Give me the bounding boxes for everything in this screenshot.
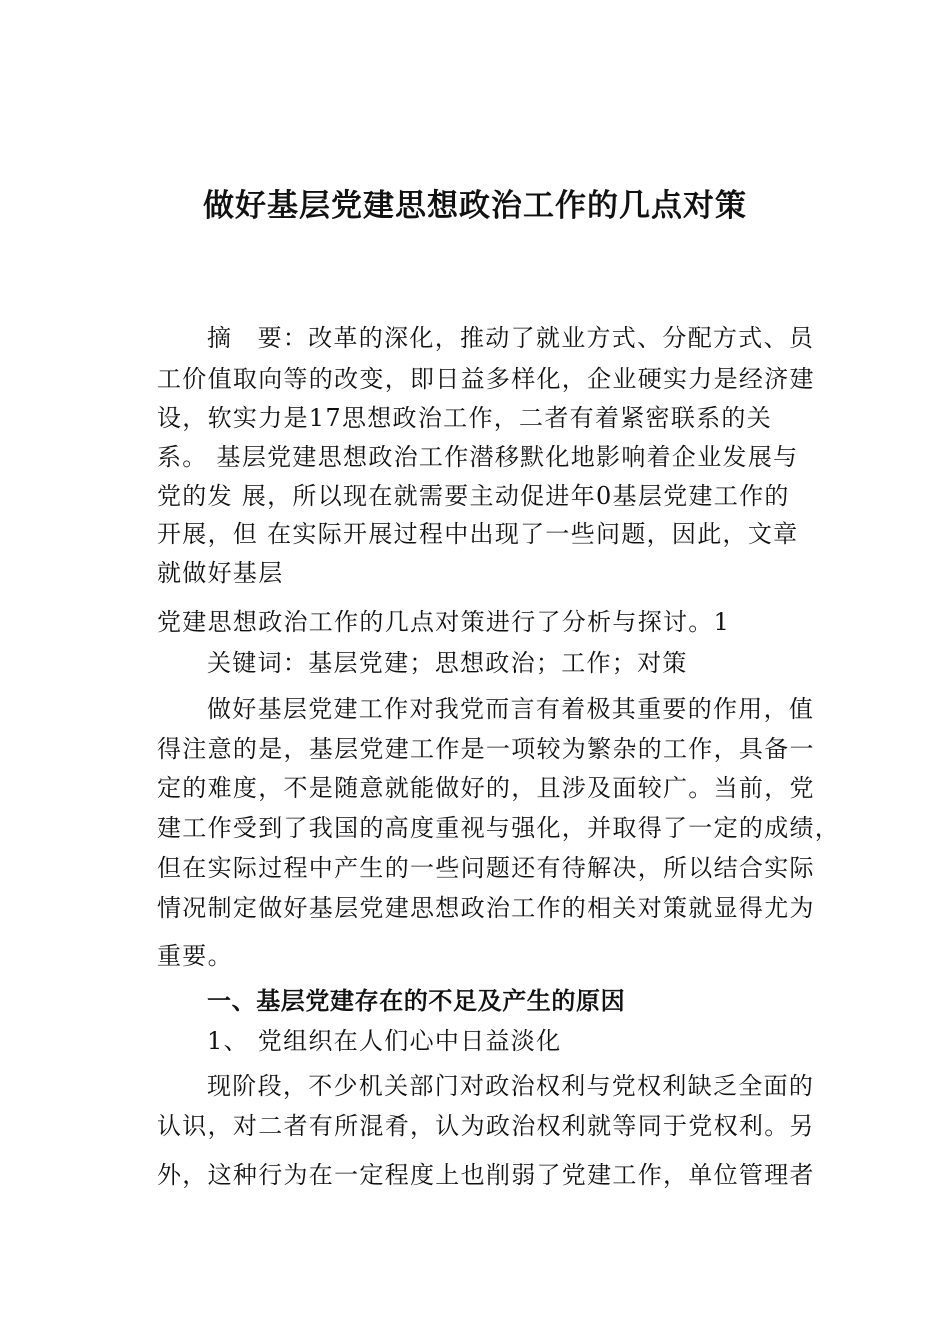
paragraph-line: 得注意的是，基层党建工作是一项较为繁杂的工作，具备一: [157, 735, 815, 763]
paragraph-line: 认识，对二者有所混肴，认为政治权利就等同于党权利。另: [157, 1112, 815, 1140]
paragraph-line: 外，这种行为在一定程度上也削弱了党建工作，单位管理者: [157, 1161, 815, 1189]
paragraph-line: 现阶段，不少机关部门对政治权利与党权利缺乏全面的: [207, 1072, 815, 1100]
abstract-line: 开展，但 在实际开展过程中出现了一些问题，因此，文章: [157, 520, 799, 548]
abstract-line: 设，软实力是17思想政治工作，二者有着紧密联系的关: [157, 404, 773, 432]
section-heading: 一、基层党建存在的不足及产生的原因: [207, 987, 626, 1015]
paragraph-line: 重要。: [157, 942, 233, 970]
abstract-line: 系。 基层党建思想政治工作潜移默化地影响着企业发展与: [157, 443, 799, 471]
abstract-line: 党建思想政治工作的几点对策进行了分析与探讨。1: [157, 608, 731, 636]
paragraph-line: 做好基层党建工作对我党而言有着极其重要的作用，值: [207, 695, 815, 723]
paragraph-line: 情况制定做好基层党建思想政治工作的相关对策就显得尤为: [157, 894, 815, 922]
abstract-line: 摘 要：改革的深化，推动了就业方式、分配方式、员: [207, 324, 815, 352]
keywords: 关键词：基层党建；思想政治；工作；对策: [207, 649, 688, 677]
abstract-line: 工价值取向等的改变，即日益多样化，企业硬实力是经济建: [157, 365, 815, 393]
subsection-heading: 1、 党组织在人们心中日益淡化: [207, 1027, 562, 1055]
abstract-line: 党的发 展，所以现在就需要主动促进年0基层党建工作的: [157, 482, 790, 510]
paragraph-line: 定的难度，不是随意就能做好的，且涉及面较广。当前，党: [157, 774, 815, 802]
paragraph-line: 但在实际过程中产生的一些问题还有待解决，所以结合实际: [157, 854, 815, 882]
paragraph-line: 建工作受到了我国的高度重视与强化，并取得了一定的成绩，: [157, 814, 841, 842]
abstract-line: 就做好基层: [157, 559, 284, 587]
document-title: 做好基层党建思想政治工作的几点对策: [203, 188, 747, 224]
